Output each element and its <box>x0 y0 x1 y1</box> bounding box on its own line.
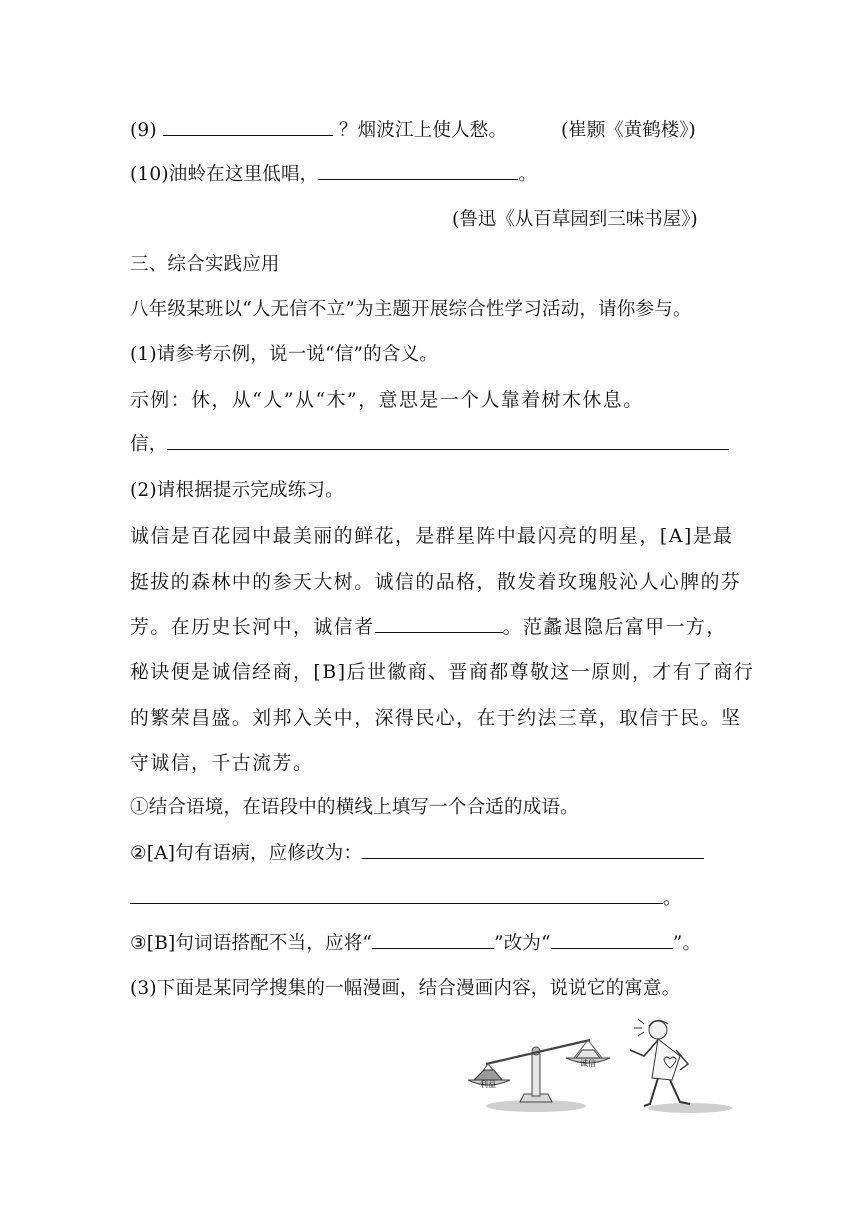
sub-2-blank-1[interactable] <box>362 840 704 859</box>
passage-line-3-a: 芳。在历史长河中，诚信者 <box>130 617 375 638</box>
poem-item-9 <box>130 116 507 142</box>
item-9-label: (9) <box>130 120 163 141</box>
left-weight <box>474 1070 502 1080</box>
poem-item-10 <box>130 160 537 186</box>
balance-scale-cartoon <box>458 1016 734 1114</box>
example-line: 示例：休，从“人”从“木”，意思是一个人靠着树木休息。 <box>130 390 644 411</box>
passage-line-5: 的繁荣昌盛。刘邦入关中，深得民心，在于约法三章，取信于民。坚 <box>130 708 742 729</box>
thinking-person <box>630 1019 690 1106</box>
item-10-label: (10)油蛉在这里低唱， <box>130 164 319 185</box>
idiom-blank[interactable] <box>375 614 503 633</box>
item-9-blank[interactable] <box>163 117 333 136</box>
xin-answer-blank[interactable] <box>167 431 729 450</box>
sub-question-2 <box>130 839 704 865</box>
left-pan-label: 利益 <box>480 1080 496 1089</box>
question-3: (3)下面是某同学搜集的一幅漫画，结合漫画内容，说说它的寓意。 <box>130 978 681 999</box>
item-10-end: 。 <box>518 164 538 185</box>
section-title: 三、综合实践应用 <box>130 254 280 275</box>
passage-line-2: 挺拔的森林中的参天大树。诚信的品格，散发着玫瑰般沁人心脾的芬 <box>130 572 742 593</box>
sub-3-b: ”改为“ <box>494 933 551 954</box>
xin-answer-line <box>130 430 729 456</box>
right-pan-label: 诚信 <box>580 1059 596 1068</box>
passage-line-1: 诚信是百花园中最美丽的鲜花，是群星阵中最闪亮的明星，[A]是最 <box>130 526 734 547</box>
sub-3-blank-1[interactable] <box>372 930 494 949</box>
sub-2-blank-2[interactable] <box>130 885 663 904</box>
question-2: (2)请根据提示完成练习。 <box>130 480 344 501</box>
sub-3-a: ③[B]句词语搭配不当，应将“ <box>130 933 373 954</box>
sub-2-end: 。 <box>663 888 682 909</box>
sub-question-2-cont <box>130 884 682 910</box>
scale-pillar <box>532 1054 540 1096</box>
question-1: (1)请参考示例，说一说“信”的含义。 <box>130 344 438 365</box>
sub-3-blank-2[interactable] <box>551 930 673 949</box>
passage-line-4: 秘诀便是诚信经商，[B]后世徽商、晋商都尊敬这一原则，才有了商行 <box>130 662 755 683</box>
person-shadow <box>648 1103 732 1113</box>
item-10-blank[interactable] <box>318 161 518 180</box>
passage-line-3 <box>130 612 727 639</box>
item-9-text: ？烟波江上使人愁。 <box>338 120 508 141</box>
section-intro: 八年级某班以“人无信不立”为主题开展综合性学习活动，请你参与。 <box>130 299 692 320</box>
item-9-source: (崔颢《黄鹤楼》) <box>561 120 696 141</box>
passage-line-6: 守诚信，千古流芳。 <box>130 753 314 774</box>
item-10-source: (鲁迅《从百草园到三味书屋》) <box>452 209 698 230</box>
sub-3-c: ”。 <box>672 933 702 954</box>
passage-line-3-b: 。范蠡退隐后富甲一方， <box>502 617 727 638</box>
xin-label: 信， <box>130 434 168 455</box>
sub-question-2-label: ②[A]句有语病，应修改为： <box>130 843 363 864</box>
sub-question-1: ①结合语境，在语段中的横线上填写一个合适的成语。 <box>130 797 579 818</box>
sub-question-3 <box>130 929 701 955</box>
